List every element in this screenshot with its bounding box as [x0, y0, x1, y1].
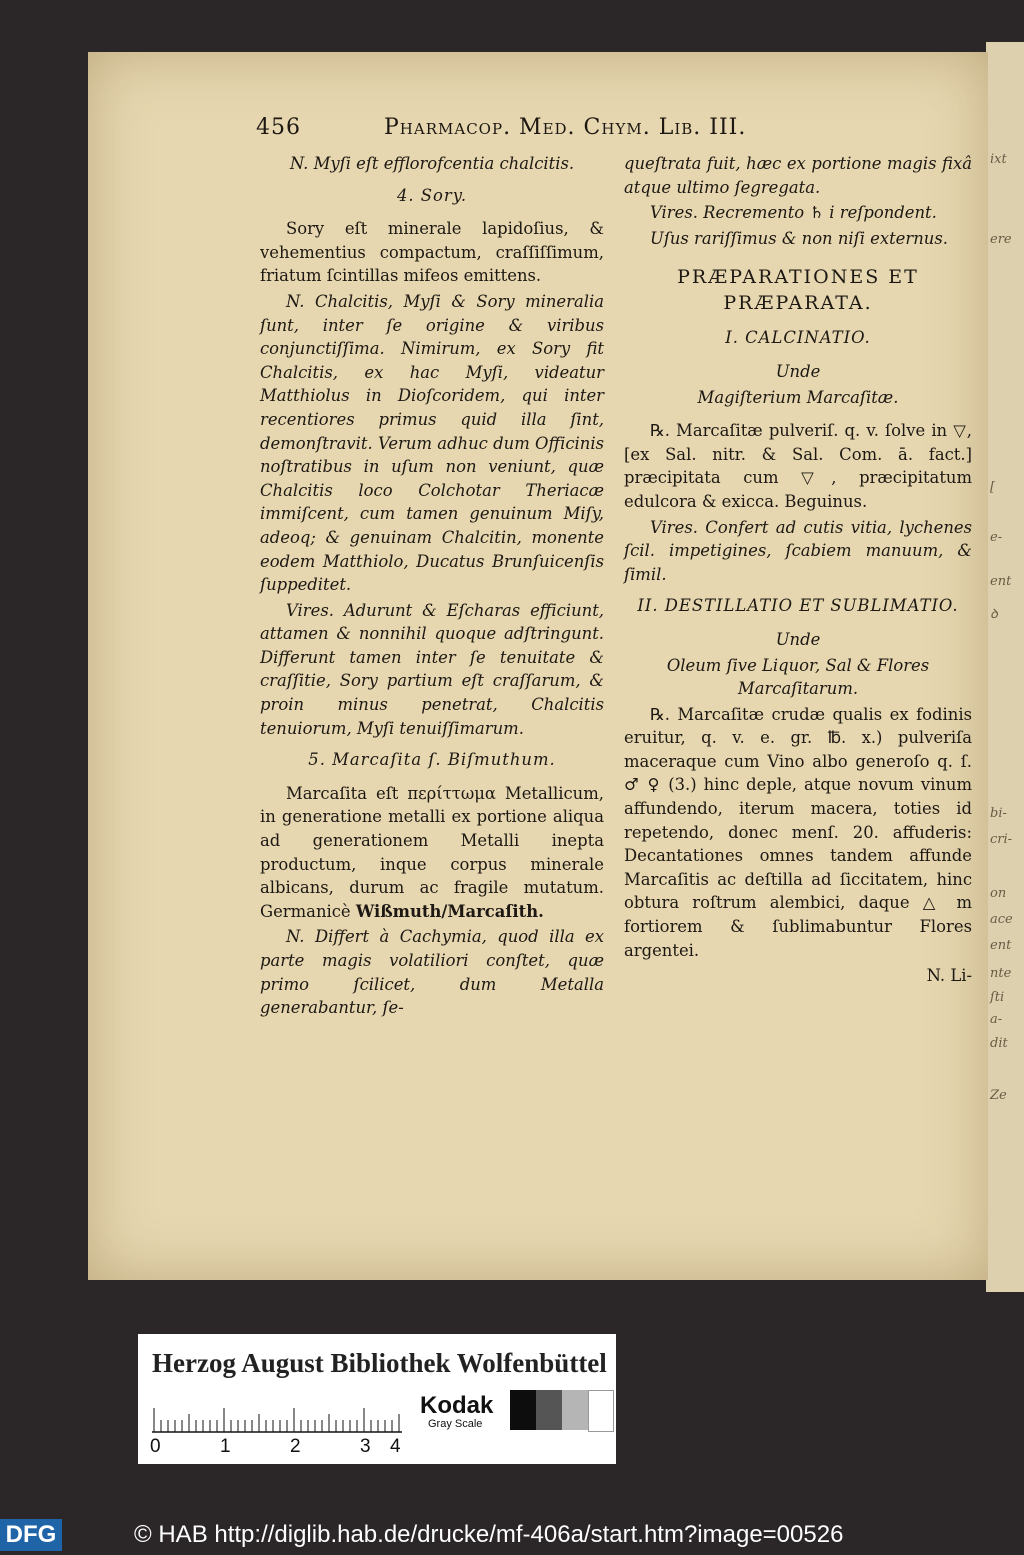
- running-title: Pharmacop. Med. Chym. Lib. III.: [384, 115, 747, 140]
- note-line: N. Myſi eſt efflorofcentia chalcitis.: [289, 154, 575, 173]
- facing-page-fragment: a-: [990, 1012, 1003, 1027]
- product-line: Oleum ſive Liquor, Sal & Flores Marcaſitarum.: [666, 655, 930, 699]
- recipe-paragraph: ℞. Marcaſitæ crudæ qualis ex fodinis eruitur, q. v. e. gr. ℔. x.) pulveriſa maceraque cum Vino albo generoſo q. ſ. ♂ ♀ (3.) hinc deple, atque novum vinum affundendo, iterum macera, toties id repetendo, donec menſ. 20. affuderis: Decantationes omnes tandem affunde Marcaſitis ac deſtilla ad ſiccitatem, hinc obtura roſtrum alembici, daque △ m fortiorem & ſublimabuntur Flores argentei.: [624, 704, 972, 960]
- paragraph: Vires. Adurunt & Eſcharas efficiunt, attamen & nonnihil quoque adſtringunt. Differunt tamen inter ſe tenuitate & craſſitie, Sory partium eſt craſſarum, & proin minus penetrat, Chalcitis tenuiorum, Myſi tenuiſſimarum.: [260, 600, 604, 738]
- subsection-heading: II. DESTILLATIO ET SUBLIMATIO.: [637, 596, 959, 616]
- ruler-number: 2: [290, 1436, 301, 1457]
- facing-page-fragment: ere: [990, 232, 1012, 247]
- section-heading: 4. Sory.: [396, 185, 468, 205]
- scale-card: [138, 1334, 616, 1464]
- blackletter-word: Wißmuth/Marcaſith.: [355, 901, 544, 921]
- paragraph-text: Marcaſita eſt περίττωμα Metallicum, in generatione metalli ex portione aliqua ad generationem Metalli inepta productum, inque corpus minerale albicans, durum ac fragile mutatum. Germanicè: [260, 783, 604, 921]
- gray-patch: [588, 1390, 614, 1432]
- gray-patch: [562, 1390, 588, 1430]
- ruler-number: 4: [390, 1436, 401, 1457]
- facing-page-fragment: ꝺ: [990, 607, 998, 622]
- right-column: [624, 152, 972, 990]
- facing-page-fragment: ixt: [990, 152, 1007, 167]
- paragraph: N. Differt à Cachymia, quod illa ex parte magis volatiliori conſtet, quæ primo ſcilicet, dum Metalla generabantur, ſe-: [260, 927, 604, 1018]
- facing-page-fragment: ent: [990, 938, 1012, 953]
- dfg-logo: DFG: [0, 1519, 62, 1551]
- page-header: [256, 115, 856, 145]
- facing-page-fragment: ent: [990, 574, 1012, 589]
- facing-page-fragment: on: [990, 886, 1007, 901]
- ruler-scale: [152, 1398, 402, 1434]
- catchword: N. Li-: [926, 966, 972, 986]
- gray-patch: [536, 1390, 562, 1430]
- facing-page-fragment: e-: [990, 530, 1003, 545]
- facing-page-edge: [986, 42, 1024, 1292]
- subsection-heading: I. CALCINATIO.: [725, 328, 871, 348]
- kodak-logo: Kodak: [420, 1392, 494, 1419]
- facing-page-fragment: ſti: [990, 990, 1005, 1005]
- library-name: Herzog August Bibliothek Wolfenbüttel: [152, 1348, 607, 1378]
- facing-page-fragment: ace: [990, 912, 1013, 927]
- section-title: PRÆPARATIONES ET PRÆPARATA.: [677, 266, 919, 315]
- copyright-link[interactable]: © HAB http://diglib.hab.de/drucke/mf-406a/start.htm?image=00526: [134, 1521, 844, 1548]
- facing-page-fragment: dit: [990, 1036, 1008, 1051]
- unde-line: Unde: [775, 629, 821, 649]
- page-number: 456: [256, 115, 301, 140]
- ruler-number: 0: [150, 1436, 161, 1457]
- facing-page-fragment: bi-: [990, 806, 1007, 821]
- facing-page-fragment: [: [990, 480, 996, 495]
- facing-page-fragment: cri-: [990, 832, 1013, 847]
- footer-bar: [0, 1515, 1024, 1555]
- paragraph: queſtrata fuit, hæc ex portione magis fixâ atque ultimo ſegregata.: [624, 154, 972, 197]
- gray-scale-label: Gray Scale: [428, 1418, 483, 1430]
- paragraph: Vires. Confert ad cutis vitia, lychenes ſcil. impetigines, ſcabiem manuum, & ſimil.: [624, 517, 972, 584]
- paragraph: Sory eſt minerale lapidoſius, & vehementius compactum, craſſiſſimum, friatum ſcintillas mifeos emittens.: [260, 219, 604, 286]
- section-heading: 5. Marcaſita ſ. Biſmuthum.: [308, 750, 556, 770]
- facing-page-fragment: nte: [990, 966, 1012, 981]
- paragraph: Uſus rariſſimus & non niſi externus.: [650, 228, 948, 248]
- paragraph: [260, 782, 604, 924]
- recipe-paragraph: ℞. Marcaſitæ pulveriſ. q. v. ſolve in ▽, [ex Sal. nitr. & Sal. Com. ā. fact.] præcipitata cum ▽, præcipitatum edulcora & exicca. Beguinus.: [624, 421, 972, 511]
- unde-line: Unde: [775, 361, 821, 381]
- paragraph: N. Chalcitis, Myſi & Sory mineralia ſunt, inter ſe origine & viribus conjunctiſſima. Nimirum, ex Sory fit Chalcitis, ex hac Myſi, videatur Matthiolus in Dioſcoridem, qui inter recentiores primus quid illa ſint, demonſtravit. Verum adhuc dum Officinis noſtratibus in uſum non veniunt, quæ Chalcitis loco Colchotar Theriacæ immiſcent, cum tamen genuinum Miſy, adeoq; & genuinam Chalcitin, monente eodem Matthiolo, Ducatus Brunſuicenſis ſuppeditet.: [260, 291, 604, 595]
- ruler-number: 1: [220, 1436, 231, 1457]
- facing-page-fragment: Ze: [990, 1088, 1007, 1103]
- paragraph: Vires. Recremento ♄ i reſpondent.: [650, 203, 937, 223]
- left-column: [260, 152, 604, 1022]
- product-line: Magiſterium Marcaſitæ.: [697, 387, 899, 407]
- ruler-number: 3: [360, 1436, 371, 1457]
- gray-patch: [510, 1390, 536, 1430]
